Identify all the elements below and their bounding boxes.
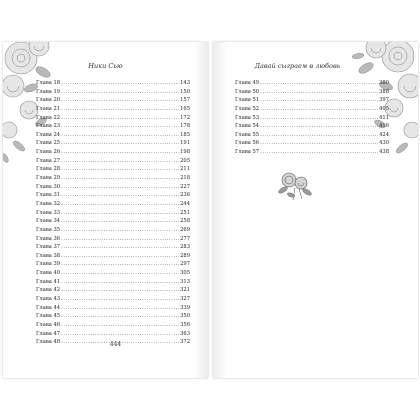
chapter-label: Глава 39 [36, 261, 61, 268]
dot-leader [61, 226, 179, 235]
chapter-label: Глава 22 [36, 114, 61, 121]
dot-leader [260, 114, 378, 123]
dot-leader [260, 131, 378, 140]
dot-leader [61, 191, 179, 200]
chapter-label: Глава 21 [36, 105, 61, 112]
toc-entry [36, 260, 190, 269]
chapter-label: Глава 45 [36, 313, 61, 320]
chapter-page-number: 305 [180, 270, 190, 277]
toc-entry [235, 96, 389, 105]
chapter-page-number: 258 [180, 218, 190, 225]
chapter-page-number: 236 [180, 192, 190, 199]
dot-leader [61, 321, 179, 330]
dot-leader [61, 131, 179, 140]
chapter-page-number: 172 [180, 114, 190, 121]
chapter-label: Глава 47 [36, 330, 61, 337]
chapter-label: Глава 38 [36, 252, 61, 259]
toc-entry [235, 148, 389, 157]
toc-entry [36, 312, 190, 321]
toc-entry [36, 88, 190, 97]
chapter-page-number: 363 [180, 330, 190, 337]
chapter-label: Глава 34 [36, 218, 61, 225]
running-head-title: Давай сыграем в любовь [254, 62, 341, 70]
chapter-label: Глава 46 [36, 321, 61, 328]
dot-leader [61, 105, 179, 114]
chapter-label: Глава 51 [235, 97, 260, 104]
chapter-label: Глава 55 [235, 131, 260, 138]
chapter-page-number: 313 [180, 278, 190, 285]
chapter-page-number: 157 [180, 97, 190, 104]
chapter-page-number: 297 [180, 261, 190, 268]
toc-entry [36, 200, 190, 209]
chapter-page-number: 185 [180, 131, 190, 138]
chapter-page-number: 380 [379, 80, 389, 86]
dot-leader [260, 88, 378, 97]
toc-entry [36, 226, 190, 235]
chapter-page-number: 424 [379, 131, 389, 138]
dot-leader [61, 148, 179, 157]
dot-leader [61, 278, 179, 287]
dot-leader [61, 286, 179, 295]
chapter-label: Глава 54 [235, 123, 260, 130]
chapter-page-number: 397 [379, 97, 389, 104]
toc-entry [36, 174, 190, 183]
toc-entry [36, 79, 190, 88]
toc-entry [36, 131, 190, 140]
toc-entry [36, 295, 190, 304]
dot-leader [61, 157, 179, 166]
chapter-page-number: 411 [379, 114, 389, 121]
toc-entry [36, 209, 190, 218]
chapter-label: Глава 50 [235, 88, 260, 95]
chapter-label: Глава 56 [235, 140, 260, 147]
chapter-label: Глава 24 [36, 131, 61, 138]
toc-entry [36, 286, 190, 295]
dot-leader [260, 96, 378, 105]
toc-entry [36, 191, 190, 200]
dot-leader [61, 252, 179, 261]
chapter-label: Глава 31 [36, 192, 61, 199]
chapter-page-number: 178 [180, 123, 190, 130]
toc-entry [235, 88, 389, 97]
toc-entry [36, 252, 190, 261]
chapter-page-number: 283 [180, 244, 190, 251]
chapter-label: Глава 35 [36, 226, 61, 233]
dot-leader [260, 105, 378, 114]
toc-entry [36, 148, 190, 157]
toc-entry [235, 79, 389, 88]
dot-leader [61, 217, 179, 226]
chapter-label: Глава 44 [36, 304, 61, 311]
dot-leader [61, 330, 179, 339]
dot-leader [61, 209, 179, 218]
chapter-page-number: 227 [180, 183, 190, 190]
dot-leader [61, 122, 179, 131]
dot-leader [61, 183, 179, 192]
toc-entry [36, 330, 190, 339]
chapter-page-number: 143 [180, 80, 190, 86]
toc-entry [235, 139, 389, 148]
chapter-page-number: 405 [379, 105, 389, 112]
rose-ornament-icon [275, 168, 315, 202]
chapter-label: Глава 37 [36, 244, 61, 251]
dot-leader [61, 139, 179, 148]
toc-entry [36, 269, 190, 278]
chapter-label: Глава 25 [36, 140, 61, 147]
toc-entry [235, 105, 389, 114]
dot-leader [61, 269, 179, 278]
dot-leader [260, 148, 378, 157]
toc-entry [36, 165, 190, 174]
chapter-page-number: 198 [180, 149, 190, 156]
toc-entry [36, 278, 190, 287]
chapter-page-number: 165 [180, 105, 190, 112]
dot-leader [61, 174, 179, 183]
chapter-label: Глава 28 [36, 166, 61, 173]
chapter-page-number: 430 [379, 140, 389, 147]
toc-entry [36, 105, 190, 114]
chapter-page-number: 205 [180, 157, 190, 164]
dot-leader [61, 304, 179, 313]
chapter-label: Глава 49 [235, 80, 260, 86]
toc-list-left [36, 79, 190, 347]
toc-entry [36, 157, 190, 166]
running-head-author: Ники Сью [88, 62, 123, 70]
chapter-page-number: 277 [180, 235, 190, 242]
left-page [3, 42, 208, 378]
chapter-page-number: 356 [180, 321, 190, 328]
chapter-label: Глава 19 [36, 88, 61, 95]
toc-entry [36, 114, 190, 123]
dot-leader [61, 312, 179, 321]
chapter-page-number: 218 [180, 175, 190, 182]
chapter-page-number: 388 [379, 88, 389, 95]
toc-entry [36, 243, 190, 252]
chapter-label: Глава 43 [36, 296, 61, 303]
chapter-label: Глава 53 [235, 114, 260, 121]
chapter-page-number: 438 [379, 149, 389, 156]
chapter-label: Глава 32 [36, 200, 61, 207]
chapter-page-number: 350 [180, 313, 190, 320]
gutter-shadow [213, 42, 227, 378]
chapter-label: Глава 20 [36, 97, 61, 104]
chapter-label: Глава 33 [36, 209, 61, 216]
chapter-label: Глава 18 [36, 80, 61, 86]
toc-entry [36, 122, 190, 131]
chapter-page-number: 372 [180, 339, 190, 346]
chapter-page-number: 269 [180, 226, 190, 233]
dot-leader [260, 79, 378, 88]
dot-leader [260, 139, 378, 148]
chapter-label: Глава 30 [36, 183, 61, 190]
chapter-page-number: 339 [180, 304, 190, 311]
dot-leader [61, 235, 179, 244]
toc-entry [235, 114, 389, 123]
chapter-label: Глава 57 [235, 149, 260, 156]
chapter-label: Глава 23 [36, 123, 61, 130]
chapter-label: Глава 29 [36, 175, 61, 182]
toc-list-right [235, 79, 389, 157]
toc-entry [235, 122, 389, 131]
toc-entry [36, 321, 190, 330]
right-page [213, 42, 418, 378]
dot-leader [61, 88, 179, 97]
chapter-label: Глава 42 [36, 287, 61, 294]
chapter-label: Глава 41 [36, 278, 61, 285]
chapter-page-number: 191 [180, 140, 190, 147]
chapter-page-number: 211 [180, 166, 190, 173]
chapter-label: Глава 27 [36, 157, 61, 164]
dot-leader [61, 96, 179, 105]
dot-leader [61, 260, 179, 269]
toc-entry [36, 235, 190, 244]
page-number: 444 [109, 341, 122, 348]
chapter-label: Глава 26 [36, 149, 61, 156]
toc-entry [36, 96, 190, 105]
toc-entry [36, 304, 190, 313]
chapter-label: Глава 36 [36, 235, 61, 242]
toc-entry [36, 139, 190, 148]
chapter-label: Глава 48 [36, 339, 61, 346]
dot-leader [61, 200, 179, 209]
gutter-shadow [194, 42, 208, 378]
dot-leader [61, 295, 179, 304]
dot-leader [61, 79, 179, 88]
toc-entry [235, 131, 389, 140]
dot-leader [61, 114, 179, 123]
dot-leader [61, 165, 179, 174]
chapter-page-number: 251 [180, 209, 190, 216]
chapter-page-number: 416 [379, 123, 389, 130]
chapter-label: Глава 52 [235, 105, 260, 112]
chapter-page-number: 150 [180, 88, 190, 95]
chapter-page-number: 289 [180, 252, 190, 259]
chapter-page-number: 321 [180, 287, 190, 294]
dot-leader [260, 122, 378, 131]
dot-leader [61, 243, 179, 252]
toc-entry [36, 183, 190, 192]
chapter-page-number: 327 [180, 296, 190, 303]
chapter-page-number: 244 [180, 200, 190, 207]
chapter-label: Глава 40 [36, 270, 61, 277]
toc-entry [36, 217, 190, 226]
